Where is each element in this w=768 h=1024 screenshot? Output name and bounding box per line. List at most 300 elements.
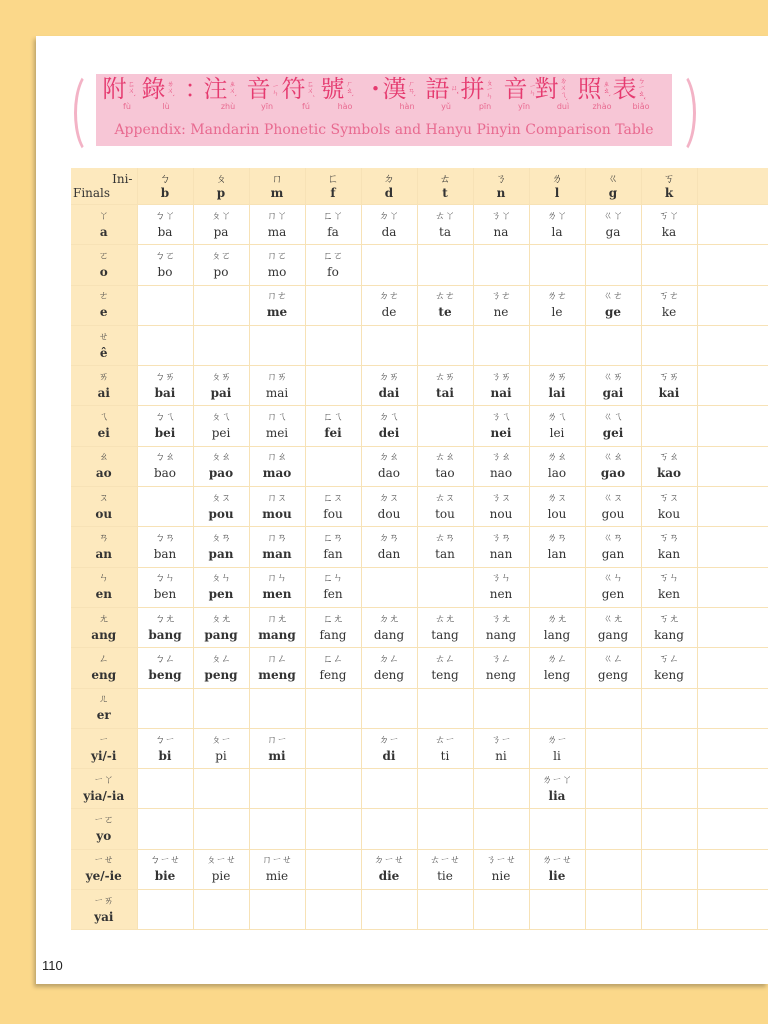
syllable-cell — [305, 446, 361, 486]
syllable-cell — [473, 567, 529, 607]
syllable-pinyin: kang — [654, 627, 684, 642]
syllable-zhuyin: ㄇㄟ — [267, 412, 287, 424]
syllable-cell — [137, 809, 193, 849]
syllable-pinyin: te — [438, 305, 452, 320]
syllable-cell — [361, 567, 417, 607]
syllable-cell — [361, 648, 417, 688]
syllable-cell — [473, 769, 529, 809]
syllable-zhuyin: ㄆㄡ — [211, 492, 231, 504]
syllable-pinyin: peng — [204, 667, 238, 682]
syllable-zhuyin: ㄆㄢ — [211, 533, 231, 545]
syllable-pinyin: di — [382, 748, 396, 763]
syllable-cell — [193, 607, 249, 647]
final-zhuyin: ㄧㄛ — [93, 815, 114, 827]
row-overflow-cell — [697, 205, 768, 245]
syllable-cell — [585, 890, 641, 930]
syllable-zhuyin: ㄍㄟ — [603, 412, 623, 424]
syllable-pinyin: kao — [656, 466, 682, 481]
title-zhuyin: ㄩˇ — [450, 83, 459, 95]
syllable-pinyin: gou — [601, 506, 625, 521]
syllable-zhuyin: ㄈㄟ — [323, 412, 343, 424]
syllable-zhuyin: ㄅㄥ — [155, 653, 175, 665]
final-pinyin: ou — [95, 506, 113, 521]
title-zhuyin: ㄌㄨˋ — [166, 80, 175, 98]
final-pinyin: e — [99, 305, 108, 320]
syllable-zhuyin: ㄋㄡ — [491, 492, 511, 504]
syllable-pinyin: ni — [495, 748, 507, 763]
syllable-pinyin: ne — [493, 305, 509, 320]
syllable-cell — [249, 487, 305, 527]
syllable-cell — [137, 728, 193, 768]
header-overflow-cell — [697, 168, 768, 205]
syllable-zhuyin: ㄍㄤ — [603, 613, 623, 625]
syllable-cell — [193, 688, 249, 728]
table-row — [71, 366, 768, 406]
title-han: 符 — [281, 75, 306, 103]
syllable-pinyin: dan — [377, 547, 401, 562]
row-overflow-cell — [697, 487, 768, 527]
title-character — [612, 75, 660, 111]
syllable-zhuyin: ㄇㄚ — [267, 210, 287, 222]
syllable-zhuyin: ㄊㄠ — [435, 452, 455, 464]
final-header-cell — [71, 769, 137, 809]
syllable-cell — [249, 728, 305, 768]
syllable-pinyin: fou — [323, 506, 343, 521]
syllable-zhuyin: ㄊㄜ — [435, 291, 455, 303]
table-row — [71, 487, 768, 527]
initial-pinyin: g — [608, 185, 618, 200]
syllable-pinyin: die — [378, 869, 400, 884]
syllable-pinyin: nai — [490, 385, 512, 400]
final-pinyin: yo — [96, 829, 112, 844]
syllable-pinyin: fen — [323, 587, 343, 602]
syllable-pinyin: neng — [485, 667, 517, 682]
syllable-cell — [249, 648, 305, 688]
syllable-cell — [529, 890, 585, 930]
syllable-pinyin: mao — [262, 466, 292, 481]
syllable-cell — [137, 688, 193, 728]
title-han: 注 — [203, 75, 228, 103]
final-zhuyin: ㄞ — [98, 371, 109, 383]
syllable-pinyin: lao — [547, 466, 567, 481]
final-header-cell — [71, 648, 137, 688]
syllable-pinyin: ke — [661, 305, 677, 320]
row-overflow-cell — [697, 849, 768, 889]
syllable-zhuyin: ㄌㄜ — [547, 291, 567, 303]
syllable-cell — [137, 769, 193, 809]
syllable-cell — [529, 205, 585, 245]
syllable-pinyin: la — [551, 224, 563, 239]
syllable-cell — [529, 607, 585, 647]
title-han: 照 — [577, 75, 602, 103]
title-han: 號 — [320, 75, 345, 103]
final-pinyin: yi/-i — [91, 748, 117, 763]
syllable-pinyin: bi — [158, 748, 172, 763]
syllable-pinyin: ban — [153, 547, 177, 562]
row-overflow-cell — [697, 245, 768, 285]
syllable-cell — [361, 487, 417, 527]
syllable-zhuyin: ㄌㄟ — [547, 412, 567, 424]
syllable-zhuyin: ㄉㄜ — [379, 291, 399, 303]
syllable-cell — [585, 406, 641, 446]
syllable-cell — [193, 527, 249, 567]
syllable-zhuyin: ㄅㄧㄝ — [150, 855, 180, 867]
row-overflow-cell — [697, 285, 768, 325]
syllable-cell — [193, 769, 249, 809]
syllable-cell — [249, 406, 305, 446]
syllable-cell — [361, 607, 417, 647]
final-pinyin: eng — [91, 667, 117, 682]
syllable-cell — [361, 849, 417, 889]
syllable-cell — [193, 366, 249, 406]
syllable-cell — [473, 446, 529, 486]
syllable-zhuyin: ㄉㄟ — [379, 412, 399, 424]
table-row — [71, 688, 768, 728]
syllable-cell — [585, 285, 641, 325]
syllable-cell — [529, 245, 585, 285]
initial-zhuyin: ㄎ — [663, 171, 675, 185]
syllable-zhuyin: ㄆㄞ — [211, 371, 231, 383]
final-pinyin: yia/-ia — [83, 788, 125, 803]
syllable-cell — [529, 688, 585, 728]
table-row — [71, 890, 768, 930]
table-row — [71, 205, 768, 245]
initial-header-m — [249, 168, 305, 205]
syllable-zhuyin: ㄎㄚ — [659, 210, 679, 222]
syllable-pinyin: gao — [600, 466, 626, 481]
final-header-cell — [71, 567, 137, 607]
syllable-pinyin: bo — [157, 264, 173, 279]
initial-header-k — [641, 168, 697, 205]
initial-zhuyin: ㄈ — [327, 171, 339, 185]
title-pinyin: lù — [162, 102, 170, 111]
syllable-zhuyin: ㄈㄥ — [323, 653, 343, 665]
document-page — [36, 36, 768, 984]
syllable-zhuyin: ㄈㄢ — [323, 533, 343, 545]
syllable-zhuyin: ㄆㄤ — [211, 613, 231, 625]
syllable-cell — [305, 205, 361, 245]
row-overflow-cell — [697, 648, 768, 688]
syllable-cell — [473, 285, 529, 325]
table-row — [71, 567, 768, 607]
syllable-zhuyin: ㄈㄚ — [323, 210, 343, 222]
syllable-cell — [641, 607, 697, 647]
title-pinyin: hàn — [399, 102, 415, 111]
syllable-cell — [641, 849, 697, 889]
syllable-zhuyin: ㄋㄣ — [491, 573, 511, 585]
final-header-cell — [71, 366, 137, 406]
title-zhuyin: ㄧㄣ — [271, 82, 280, 96]
syllable-zhuyin: ㄍㄠ — [603, 452, 623, 464]
row-overflow-cell — [697, 366, 768, 406]
title-banner — [74, 74, 696, 148]
syllable-pinyin: feng — [319, 667, 347, 682]
syllable-cell — [137, 325, 193, 365]
syllable-cell — [305, 527, 361, 567]
syllable-pinyin: meng — [258, 667, 296, 682]
syllable-pinyin: pao — [208, 466, 234, 481]
syllable-pinyin: fan — [323, 547, 343, 562]
final-pinyin: ao — [95, 466, 112, 481]
final-pinyin: ye/-ie — [85, 869, 122, 884]
table-row — [71, 245, 768, 285]
syllable-pinyin: ben — [153, 587, 177, 602]
initial-header-l — [529, 168, 585, 205]
syllable-pinyin: pou — [208, 506, 234, 521]
syllable-cell — [529, 366, 585, 406]
syllable-zhuyin: ㄊㄤ — [435, 613, 455, 625]
page-number: 110 — [42, 958, 63, 973]
syllable-zhuyin: ㄈㄡ — [323, 492, 343, 504]
syllable-zhuyin: ㄎㄞ — [659, 371, 679, 383]
syllable-cell — [361, 728, 417, 768]
syllable-cell — [585, 809, 641, 849]
syllable-cell — [361, 527, 417, 567]
syllable-cell — [137, 366, 193, 406]
syllable-cell — [529, 849, 585, 889]
row-overflow-cell — [697, 688, 768, 728]
syllable-zhuyin: ㄎㄡ — [659, 492, 679, 504]
syllable-cell — [473, 406, 529, 446]
syllable-pinyin: gen — [601, 587, 625, 602]
syllable-zhuyin: ㄌㄚ — [547, 210, 567, 222]
syllable-zhuyin: ㄊㄞ — [435, 371, 455, 383]
syllable-cell — [193, 728, 249, 768]
syllable-cell — [137, 205, 193, 245]
syllable-pinyin: dang — [373, 627, 405, 642]
syllable-cell — [305, 245, 361, 285]
syllable-cell — [193, 648, 249, 688]
syllable-cell — [417, 245, 473, 285]
syllable-cell — [417, 527, 473, 567]
syllable-cell — [193, 567, 249, 607]
title-pinyin: pīn — [478, 102, 492, 111]
initials-header-row — [71, 168, 768, 205]
title-character — [534, 75, 582, 111]
syllable-cell — [473, 245, 529, 285]
syllable-pinyin: lou — [547, 506, 567, 521]
syllable-zhuyin: ㄎㄠ — [659, 452, 679, 464]
syllable-pinyin: ga — [605, 224, 621, 239]
syllable-pinyin: lang — [543, 627, 571, 642]
syllable-pinyin: pan — [208, 547, 234, 562]
syllable-zhuyin: ㄍㄚ — [603, 210, 623, 222]
syllable-cell — [137, 406, 193, 446]
syllable-zhuyin: ㄊㄧㄝ — [430, 855, 460, 867]
syllable-cell — [585, 567, 641, 607]
syllable-cell — [361, 325, 417, 365]
syllable-zhuyin: ㄋㄜ — [491, 291, 511, 303]
syllable-cell — [305, 567, 361, 607]
syllable-pinyin: gang — [597, 627, 629, 642]
syllable-zhuyin: ㄆㄚ — [211, 210, 231, 222]
syllable-cell — [361, 205, 417, 245]
title-han: ・ — [363, 75, 388, 103]
syllable-pinyin: tao — [435, 466, 455, 481]
row-overflow-cell — [697, 527, 768, 567]
syllable-pinyin: pa — [213, 224, 229, 239]
title-pinyin: zhù — [220, 102, 236, 111]
syllable-zhuyin: ㄍㄜ — [603, 291, 623, 303]
title-han: ： — [184, 75, 209, 103]
syllable-pinyin: fang — [319, 627, 347, 642]
initial-header-f — [305, 168, 361, 205]
syllable-zhuyin: ㄉㄚ — [379, 210, 399, 222]
final-zhuyin: ㄠ — [98, 452, 109, 464]
syllable-pinyin: pai — [210, 385, 232, 400]
syllable-pinyin: nang — [485, 627, 517, 642]
finals-label: Finals — [73, 186, 111, 200]
syllable-zhuyin: ㄎㄜ — [659, 291, 679, 303]
syllable-pinyin: ba — [157, 224, 173, 239]
syllable-zhuyin: ㄌㄧ — [547, 734, 567, 746]
syllable-cell — [193, 245, 249, 285]
title-pinyin: biǎo — [632, 102, 650, 111]
syllable-cell — [193, 285, 249, 325]
title-han: 對 — [534, 75, 559, 103]
final-header-cell — [71, 245, 137, 285]
row-overflow-cell — [697, 809, 768, 849]
final-zhuyin: ㄣ — [98, 573, 109, 585]
syllable-zhuyin: ㄋㄤ — [491, 613, 511, 625]
syllable-zhuyin: ㄋㄞ — [491, 371, 511, 383]
syllable-zhuyin: ㄇㄥ — [267, 653, 287, 665]
syllable-cell — [417, 366, 473, 406]
table-row — [71, 849, 768, 889]
syllable-cell — [417, 607, 473, 647]
syllable-cell — [249, 366, 305, 406]
syllable-cell — [193, 487, 249, 527]
syllable-zhuyin: ㄋㄧㄝ — [486, 855, 516, 867]
syllable-zhuyin: ㄊㄚ — [435, 210, 455, 222]
final-header-cell — [71, 487, 137, 527]
title-han: 音 — [503, 75, 528, 103]
initial-zhuyin: ㄍ — [607, 171, 619, 185]
title-character — [248, 76, 286, 111]
table-row — [71, 607, 768, 647]
syllable-cell — [249, 849, 305, 889]
syllable-cell — [473, 688, 529, 728]
final-zhuyin: ㄜ — [98, 291, 109, 303]
syllable-pinyin: mai — [265, 385, 289, 400]
syllable-cell — [305, 325, 361, 365]
syllable-pinyin: dao — [377, 466, 401, 481]
syllable-pinyin: keng — [654, 667, 684, 682]
final-header-cell — [71, 688, 137, 728]
table-row — [71, 527, 768, 567]
syllable-zhuyin: ㄇㄠ — [267, 452, 287, 464]
syllable-cell — [585, 728, 641, 768]
syllable-zhuyin: ㄆㄧㄝ — [206, 855, 236, 867]
syllable-zhuyin: ㄎㄢ — [659, 533, 679, 545]
syllable-cell — [137, 567, 193, 607]
title-character — [320, 75, 364, 111]
syllable-cell — [361, 245, 417, 285]
syllable-zhuyin: ㄍㄥ — [603, 653, 623, 665]
syllable-zhuyin: ㄆㄟ — [211, 412, 231, 424]
syllable-cell — [249, 325, 305, 365]
title-character — [460, 75, 504, 111]
syllable-pinyin: beng — [148, 667, 182, 682]
title-zhuyin: ㄓㄠˋ — [602, 80, 611, 98]
syllable-pinyin: bang — [148, 627, 182, 642]
syllable-pinyin: mo — [267, 264, 287, 279]
syllable-zhuyin: ㄆㄥ — [211, 653, 231, 665]
syllable-cell — [641, 446, 697, 486]
syllable-cell — [641, 688, 697, 728]
title-zhuyin: ㄓㄨˋ — [228, 80, 237, 98]
syllable-cell — [529, 406, 585, 446]
syllable-pinyin: geng — [597, 667, 629, 682]
syllable-zhuyin: ㄇㄜ — [267, 291, 287, 303]
initial-header-g — [585, 168, 641, 205]
syllable-cell — [585, 849, 641, 889]
syllable-cell — [473, 325, 529, 365]
title-character — [141, 75, 185, 111]
syllable-cell — [417, 406, 473, 446]
syllable-pinyin: de — [381, 305, 397, 320]
final-header-cell — [71, 205, 137, 245]
syllable-zhuyin: ㄋㄧ — [491, 734, 511, 746]
syllable-pinyin: mei — [265, 426, 289, 441]
initial-pinyin: p — [216, 185, 226, 200]
final-zhuyin: ㄧㄝ — [93, 855, 114, 867]
syllable-pinyin: fo — [327, 264, 339, 279]
syllable-zhuyin: ㄋㄥ — [491, 653, 511, 665]
syllable-pinyin: ka — [661, 224, 677, 239]
syllable-zhuyin: ㄋㄟ — [491, 412, 511, 424]
syllable-cell — [529, 446, 585, 486]
syllable-cell — [305, 406, 361, 446]
title-han: 附 — [102, 75, 127, 103]
syllable-cell — [305, 366, 361, 406]
initial-pinyin: b — [160, 185, 170, 200]
syllable-cell — [305, 285, 361, 325]
syllable-cell — [529, 285, 585, 325]
syllable-cell — [361, 406, 417, 446]
syllable-zhuyin: ㄌㄠ — [547, 452, 567, 464]
initial-pinyin: m — [270, 185, 284, 200]
final-zhuyin: ㄡ — [98, 492, 109, 504]
initial-pinyin: l — [554, 185, 560, 200]
table-row — [71, 648, 768, 688]
syllable-pinyin: fa — [327, 224, 339, 239]
syllable-pinyin: nen — [489, 587, 513, 602]
initial-pinyin: d — [384, 185, 394, 200]
title-character — [382, 75, 426, 111]
syllable-zhuyin: ㄅㄢ — [155, 533, 175, 545]
title-character — [281, 75, 325, 111]
syllable-pinyin: pang — [204, 627, 238, 642]
comparison-table — [71, 168, 768, 930]
syllable-cell — [249, 567, 305, 607]
syllable-cell — [193, 809, 249, 849]
syllable-cell — [137, 446, 193, 486]
final-header-cell — [71, 285, 137, 325]
syllable-cell — [641, 809, 697, 849]
syllable-pinyin: nou — [489, 506, 513, 521]
syllable-zhuyin: ㄉㄢ — [379, 533, 399, 545]
final-header-cell — [71, 406, 137, 446]
syllable-cell — [249, 809, 305, 849]
syllable-zhuyin: ㄉㄡ — [379, 492, 399, 504]
syllable-cell — [529, 527, 585, 567]
table-row — [71, 769, 768, 809]
syllable-pinyin: men — [262, 587, 292, 602]
syllable-zhuyin: ㄆㄣ — [211, 573, 231, 585]
title-character — [203, 75, 247, 111]
syllable-pinyin: dai — [378, 385, 400, 400]
